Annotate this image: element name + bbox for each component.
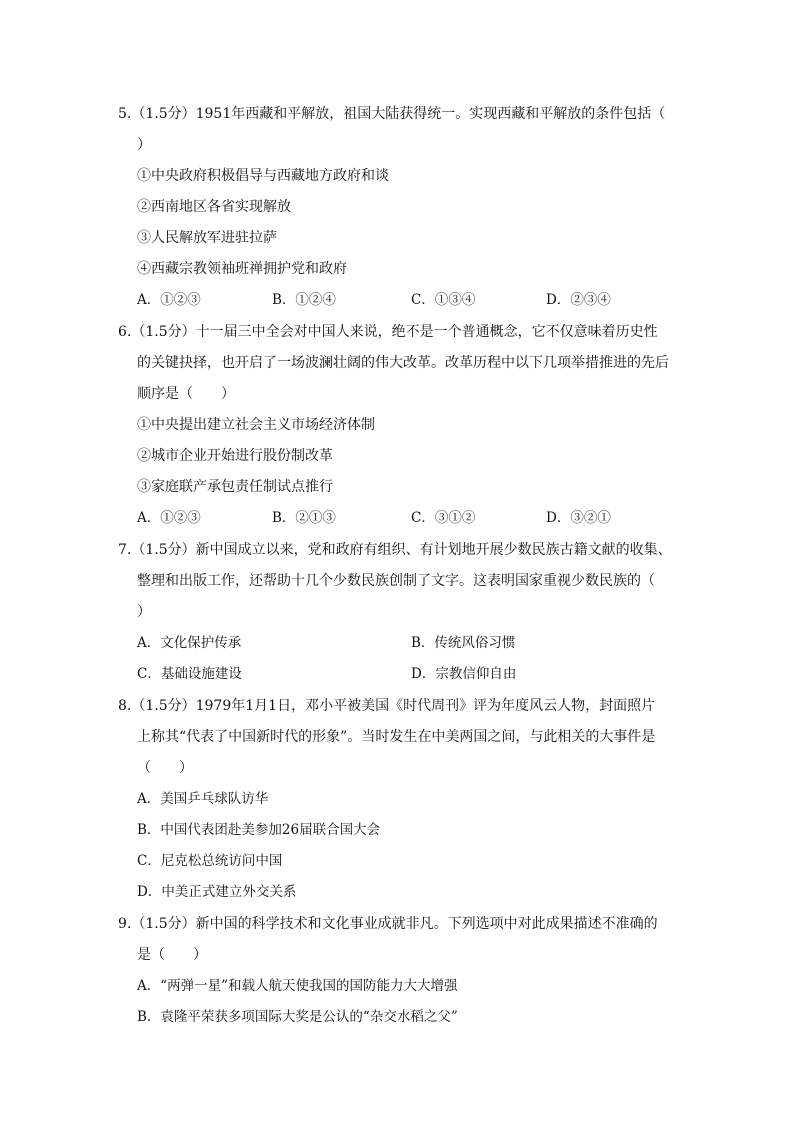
question-7-stem-line-3: ） (137, 604, 151, 620)
question-7-option-a: A．文化保护传承 (137, 635, 242, 651)
question-5-statement-1: ①中央政府积极倡导与西藏地方政府和谈 (137, 168, 389, 184)
question-6-statement-1: ①中央提出建立社会主义市场经济体制 (137, 417, 375, 433)
question-5-option-b: B．①②④ (272, 292, 336, 308)
question-8-option-a: A．美国乒乓球队访华 (137, 791, 269, 807)
question-6-statement-2: ②城市企业开始进行股份制改革 (137, 448, 333, 464)
question-9-option-b: B．袁隆平荣获多项国际大奖是公认的“杂交水稻之父” (137, 1009, 458, 1025)
question-9-stem-line-1: 9.（1.5分）新中国的科学技术和文化事业成就非凡。下列选项中对此成果描述不准确的 (118, 916, 658, 932)
question-5-stem-line-2: ） (137, 137, 151, 153)
question-5-statement-4: ④西藏宗教领袖班禅拥护党和政府 (137, 261, 347, 277)
question-8-option-c: C．尼克松总统访问中国 (137, 853, 283, 869)
question-8-stem-line-1: 8.（1.5分）1979年1月1日，邓小平被美国《时代周刊》评为年度风云人物，封面照片 (118, 698, 656, 714)
question-5-statement-2: ②西南地区各省实现解放 (137, 199, 291, 215)
question-6-option-a: A．①②③ (137, 510, 201, 526)
question-7-stem-line-1: 7.（1.5分）新中国成立以来，党和政府有组织、有计划地开展少数民族古籍文献的收集、 (118, 542, 672, 558)
question-6-stem-line-1: 6.（1.5分）十一届三中全会对中国人来说，绝不是一个普通概念，它不仅意味着历史性 (118, 324, 658, 340)
question-6-statement-3: ③家庭联产承包责任制试点推行 (137, 479, 333, 495)
question-6-stem-line-2: 的关键抉择，也开启了一场波澜壮阔的伟大改革。改革历程中以下几项举措推进的先后 (137, 355, 669, 371)
question-7-option-d: D．宗教信仰自由 (411, 666, 517, 682)
question-5-option-d: D．②③④ (546, 292, 611, 308)
question-5-option-a: A．①②③ (137, 292, 201, 308)
question-9-stem-line-2: 是（ ） (137, 947, 207, 963)
question-8-stem-line-3: （ ） (137, 760, 193, 776)
question-8-stem-line-2: 上称其“代表了中国新时代的形象”。当时发生在中美两国之间，与此相关的大事件是 (137, 729, 656, 745)
question-8-option-b: B．中国代表团赴美参加26届联合国大会 (137, 822, 381, 838)
question-6-option-b: B．②①③ (272, 510, 336, 526)
question-6-stem-line-3: 顺序是（ ） (137, 386, 235, 402)
question-5-statement-3: ③人民解放军进驻拉萨 (137, 230, 277, 246)
question-8-option-d: D．中美正式建立外交关系 (137, 884, 297, 900)
question-7-option-c: C．基础设施建设 (137, 666, 242, 682)
question-6-option-c: C．③①② (411, 510, 476, 526)
question-9-option-a: A．“两弹一星”和载人航天使我国的国防能力大大增强 (137, 978, 458, 994)
question-7-option-b: B．传统风俗习惯 (411, 635, 516, 651)
question-7-stem-line-2: 整理和出版工作，还帮助十几个少数民族创制了文字。这表明国家重视少数民族的（ (137, 573, 655, 589)
question-6-option-d: D．③②① (546, 510, 611, 526)
question-5-option-c: C．①③④ (411, 292, 476, 308)
question-5-stem-line-1: 5.（1.5分）1951年西藏和平解放，祖国大陆获得统一。实现西藏和平解放的条件包括（ (118, 106, 666, 122)
